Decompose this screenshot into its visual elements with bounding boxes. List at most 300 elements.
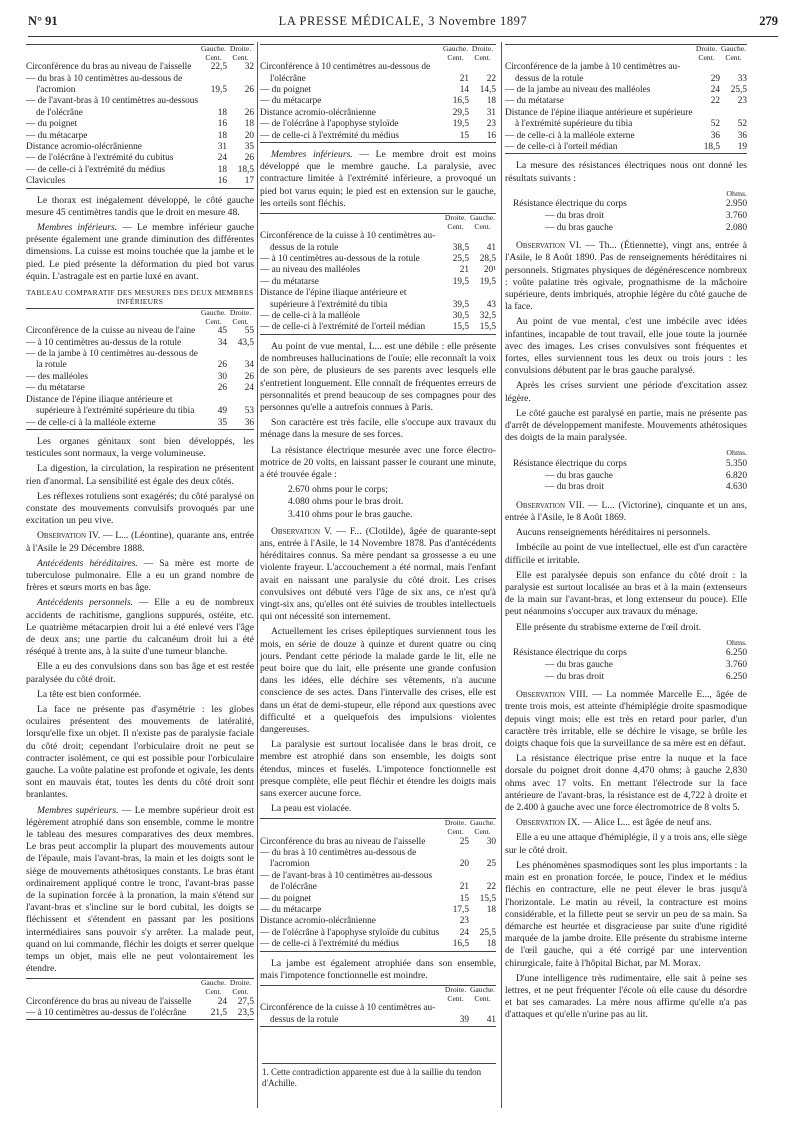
row-value: 25	[459, 836, 469, 847]
page-number-left: N° 91	[28, 14, 58, 28]
row-value: 31	[217, 142, 227, 153]
resistance-row	[505, 648, 747, 660]
table-header-blank	[260, 819, 442, 837]
observation-lead: Observation VII.	[516, 499, 585, 511]
resistance-row	[505, 211, 747, 223]
table-header-blank	[505, 45, 693, 63]
observation-lead: Observation VI.	[516, 240, 582, 252]
table-column-header: Droite. Cent.	[227, 309, 254, 327]
paragraph-text: — L... (Victorine), cinquante et un ans, entrée à l'Asile, le 8 Août 1869.	[505, 499, 747, 524]
row-value: 55	[244, 326, 254, 337]
resistance-row	[505, 660, 747, 672]
row-label: — de la jambe à 10 centimètres au-dessous de la rotule	[26, 349, 198, 371]
row-value: 18	[244, 119, 254, 130]
row-value: 16	[469, 131, 496, 143]
row-value: 15	[442, 131, 469, 143]
row-value: 25,5	[452, 254, 469, 265]
observation-heading	[505, 500, 747, 524]
row-label: — du métatarse	[260, 276, 319, 287]
resistance-value: 6.250	[725, 671, 747, 682]
table-row	[26, 1008, 254, 1020]
row-label: — du bras à 10 centimètres au-dessous de l'acromion	[26, 73, 183, 95]
row-value: 22	[486, 73, 496, 84]
table-column-header: Gauche. Cent.	[200, 978, 227, 997]
row-label: — de l'olécrâne à l'extrémité du cubitus	[26, 153, 174, 164]
table-row	[260, 96, 496, 107]
resistance-line: 3.410 ohms pour le bras gauche.	[288, 508, 413, 520]
row-value: 19,5	[452, 119, 469, 130]
table-header-blank	[26, 45, 200, 63]
table-row	[26, 372, 254, 383]
row-value: 25,5	[730, 85, 747, 95]
row-value: 29,5	[452, 107, 469, 118]
row-value: 35	[200, 418, 227, 430]
table-header-blank	[260, 45, 442, 63]
row-label: Clavicules	[26, 176, 200, 188]
table-row	[26, 131, 254, 142]
footnote: 1. Cette contradiction apparente est due à la saillie du tendon d'Achille.	[262, 1063, 496, 1089]
table-header-blank	[26, 309, 200, 327]
resistance-row	[505, 672, 747, 684]
table-row	[26, 62, 254, 73]
row-value: 49	[217, 406, 227, 417]
row-value: 25,5	[479, 927, 496, 938]
table-row	[26, 395, 254, 418]
row-value: 30,5	[452, 311, 469, 322]
row-value: 20	[244, 130, 254, 141]
header-rule	[28, 36, 778, 37]
row-value: 28,5	[479, 254, 496, 265]
paragraph-text: — Le membre droit est moins développé que le membre gauche. La paralysie, avec contracture limitée à l'extrémité inférieure, a provoqué un pied bot varus equin; le pied est en extension sur le gauche, les orteils sont fléchis.	[260, 149, 496, 209]
resistance-row	[505, 223, 747, 235]
row-value: 32	[244, 62, 254, 73]
table-column-header: Gauche. Cent.	[469, 818, 496, 836]
row-value: 15,5	[469, 322, 496, 334]
row-value: 15	[459, 893, 469, 904]
row-value: 30	[217, 371, 227, 382]
table-column-header: Gauche. Cent.	[200, 44, 227, 62]
table-header-blank	[260, 986, 442, 1004]
table-row	[260, 254, 496, 265]
resistance-label: Résistance électrique du corps	[513, 459, 627, 470]
paragraph	[260, 149, 496, 210]
paragraph: Elle présente du strabisme externe de l'œil droit.	[516, 621, 702, 633]
row-value: 27,5	[237, 996, 254, 1007]
resistance-value: 2.950	[725, 199, 747, 210]
row-label: — du métacarpe	[260, 96, 322, 107]
row-value: 34	[217, 337, 227, 348]
row-label: Circonférence de la cuisse à 10 centimètres au-dessus de la rotule	[260, 1003, 442, 1026]
row-value: 19,5	[479, 276, 496, 287]
row-value: 18	[486, 96, 496, 107]
unit-label: Ohms.	[726, 448, 747, 458]
paragraph: Elle a eu des convulsions dans son bas âge et est restée paralysée du côté droit.	[26, 661, 254, 685]
row-value: 41	[469, 1003, 496, 1026]
paragraph: La face ne présente pas d'asymétrie : les globes oculaires présentent des mouvements de latéralité, lorsqu'elle fixe un objet. Il n'existe pas de paralysie faciale du côté droit; cependant l'orbiculaire droit ne peut se contracter isolément, ce qui est possible pour l'orbiculaire gauche. La voûte palatine est profonde et ogivale, les dents sont en mauvais état, toutes les dents du côté droit sont branlantes.	[26, 703, 254, 801]
table-row	[26, 165, 254, 176]
row-label: Circonférence de la cuisse au niveau de l'aine	[26, 326, 196, 337]
row-label: — du poignet	[260, 893, 312, 904]
row-value: 26	[244, 107, 254, 118]
table-title: TABLEAU COMPARATIF DES MESURES DES DEUX MEMBRES INFÉRIEURS	[26, 288, 254, 306]
table-row	[26, 96, 254, 119]
row-value: 18	[486, 905, 496, 916]
table-row	[260, 916, 496, 927]
row-value: 52	[737, 119, 747, 130]
page-header	[28, 10, 778, 30]
table-column-header: Droite. Cent.	[469, 45, 496, 63]
resistance-value: 5.350	[725, 459, 747, 470]
table-row	[260, 85, 496, 96]
resistance-row	[505, 471, 747, 483]
paragraph: La peau est violacée.	[271, 803, 352, 815]
paragraph-text: — Elle a eu de nombreux accidents de rachitisme, ganglions suppurés, ostéite, etc. Le quatrième métacarpien droit lui a été enlevé vers l'âge de deux ans; une partie du calcanéum droit lui a été réséqué à trente ans, à la suite d'une tumeur blanche.	[26, 597, 255, 658]
row-value: 45	[217, 326, 227, 337]
paragraph-text: — Le membre supérieur droit est légèrement atrophié dans son ensemble, comme le montre le tableau des mesures comparatives des deux membres. Le bras peut accomplir la plupart des mouvements autour de l'épaule, mais l'avant-bras, la main et les doigts sont le siège de mouvements athétosiques constants. Le bras étant ordinairement appliqué contre le tronc, l'avant-bras passe de la supination forcée à la pronation, la main s'étend sur l'avant-bras et s'incline sur le bord cubital, les doigts se fléchissent et s'étendent en passant par les positions intermédiaires sans pouvoir s'y arrêter. La malade peut, quand on lui commande, fléchir les doigts et serrer quelque temps un objet, mais elle ne peut volontairement les étendre.	[26, 804, 254, 975]
paragraph: Elle a eu une attaque d'hémiplégie, il y a trois ans, elle siège sur le côté droit.	[505, 832, 747, 856]
resistance-value: 3.760	[725, 211, 747, 222]
row-value: 36	[710, 130, 720, 141]
row-value: 22	[486, 882, 496, 893]
row-value: 18	[469, 939, 496, 951]
paragraph: La résistance électrique prise entre la nuque et la face dorsale du poignet droit donne 4,470 ohms; à gauche 2,830 ohms avec 17 volts. En mettant l'électrode sur la face antérieure de l'avant-bras, la résistance est de 4,722 à droite et de 2.400 à gauche avec une force électromotrice de 8 volts 5.	[505, 753, 747, 814]
table-row	[260, 131, 496, 143]
table-row	[260, 288, 496, 311]
page-number-right: 279	[759, 14, 778, 28]
paragraph	[26, 805, 254, 976]
resistance-value: 2.080	[725, 222, 747, 233]
row-value: 21,5	[200, 1008, 227, 1020]
table-row	[26, 119, 254, 130]
paragraph: Son caractère est très facile, elle s'occupe aux travaux du ménage dans la mesure de ses forces.	[260, 417, 496, 441]
resistance-row	[505, 482, 747, 494]
row-label: — du poignet	[26, 119, 78, 130]
table-row	[26, 326, 254, 337]
row-value: 24	[217, 996, 227, 1007]
row-value: 36	[737, 130, 747, 141]
row-value: 29	[710, 73, 720, 84]
row-value: 22,5	[210, 62, 227, 73]
section-lead: Antécédents héréditaires.	[37, 557, 138, 569]
table-row	[260, 311, 496, 322]
row-value: 26	[244, 85, 254, 95]
row-value: 19,5	[210, 85, 227, 95]
row-label: — au niveau des malléoles	[260, 265, 361, 276]
row-label: — de l'olécrâne à l'apophyse styloïde du cubitus	[260, 927, 440, 938]
resistance-value: 3.760	[725, 660, 747, 671]
row-value: 31	[486, 107, 496, 118]
measurement-table	[260, 818, 496, 951]
row-value: 14	[459, 85, 469, 95]
table-row	[260, 277, 496, 288]
column-divider	[501, 42, 502, 1108]
row-value: 41	[486, 242, 496, 253]
row-value: 23	[459, 916, 469, 927]
row-label: Distance acromio-olécrânienne	[260, 916, 376, 927]
table-column-header: Droite. Cent.	[227, 45, 254, 63]
unit-label: Ohms.	[726, 637, 747, 647]
row-value: 21	[459, 882, 469, 893]
row-value: 38,5	[452, 242, 469, 253]
paragraph: Aucuns renseignements héréditaires ni personnels.	[516, 527, 711, 539]
table-column-header: Droite. Cent.	[442, 986, 469, 1004]
table-row	[260, 837, 496, 848]
table-row	[260, 939, 496, 951]
row-value: 18,5	[237, 164, 254, 175]
column-left	[26, 42, 254, 1026]
observation-heading	[505, 817, 747, 829]
row-value: 33	[737, 73, 747, 84]
row-label: Distance de l'épine iliaque antérieure et supérieure à l'extrémité du tibia	[260, 288, 407, 310]
paragraph: Actuellement les crises épileptiques surviennent tous les mois, en série de douze à quinze et durent quatre ou cinq jours. Pendant cette période la malade garde le lit, elle ne peut boire que du lait, elle présente une grande confusion dans les idées, elle déchire ses vêtements, n'a aucune conscience de ses actes. Dans l'intervalle des crises, elle est dans un état de demi-stupeur, elle répond aux questions avec difficulté et a quelquefois des impulsions violentes dangereuses.	[260, 626, 496, 735]
row-value: 23	[486, 119, 496, 130]
row-label: — à 10 centimètres au-dessus de la rotule	[26, 337, 182, 348]
table-row	[26, 74, 254, 97]
paragraph-text: — Alice L... est âgée de neuf ans.	[579, 817, 712, 829]
row-value	[469, 916, 496, 927]
measurement-table	[26, 44, 254, 189]
row-label: — des malléoles	[26, 371, 88, 382]
resistance-table	[505, 188, 747, 234]
row-label: — à 10 centimètres au-dessus de l'olécrâne	[26, 1008, 200, 1020]
resistance-label: — du bras gauche	[545, 222, 613, 233]
row-value: 26	[217, 383, 227, 394]
table-row	[26, 142, 254, 153]
paragraph: Le thorax est inégalement développé, le côté gauche mesure 45 centimètres tandis que le droit en mesure 48.	[26, 194, 254, 218]
table-row	[260, 1003, 496, 1026]
row-value: 18	[217, 107, 227, 118]
row-value: 24	[710, 85, 720, 95]
row-value: 15,5	[479, 893, 496, 904]
observation-heading	[505, 689, 747, 750]
row-value: 23	[737, 96, 747, 107]
row-label: — de l'avant-bras à 10 centimètres au-dessous de l'olécrâne	[26, 96, 199, 118]
row-value: 20	[459, 859, 469, 870]
row-value: 17	[227, 176, 254, 188]
resistance-label: Résistance électrique du corps	[513, 648, 627, 659]
row-value: 16,5	[452, 96, 469, 107]
observation-heading	[505, 240, 747, 313]
paragraph: Au point de vue mental, c'est une imbécile avec idées infantines, incapable de tout travail, elle joue toute la journée avec des images. Les crises convulsives sont fréquentes et fortes, elles surviennent tous les deux ou trois jours : les convulsions débutent par le bras gauche paralysé.	[505, 316, 747, 377]
paragraph-text: — Sa mère est morte de tuberculose pulmonaire. Elle a eu un grand nombre de frères et sœurs morts en bas âge.	[26, 557, 255, 594]
table-row	[260, 108, 496, 119]
table-row	[26, 176, 254, 188]
row-value: 20¹	[483, 265, 496, 276]
row-value: 26	[217, 360, 227, 371]
table-header-blank	[26, 979, 200, 997]
table-row	[260, 905, 496, 916]
row-value: 52	[710, 119, 720, 130]
row-value: 19,5	[452, 276, 469, 287]
section-lead: Membres inférieurs.	[271, 149, 353, 161]
row-value: 25	[486, 859, 496, 870]
paragraph: La jambe est également atrophiée dans son ensemble, mais l'impotence fonctionnelle est moindre.	[260, 957, 496, 981]
table-row	[505, 131, 747, 142]
row-value: 15,5	[442, 322, 469, 334]
paragraph	[26, 222, 254, 283]
row-label: Distance acromio-olécrânienne	[26, 142, 142, 153]
row-label: Distance de l'épine iliaque antérieure et supérieure à l'extrémité supérieure du tibia	[26, 394, 195, 417]
row-value: 39,5	[452, 299, 469, 310]
row-value: 21	[459, 265, 469, 276]
row-value: 36	[227, 418, 254, 430]
row-value: 35	[244, 142, 254, 153]
row-label: Circonférence à 10 centimètres au-dessous de l'olécrâne	[260, 62, 431, 84]
table-row	[26, 997, 254, 1008]
table-row	[260, 894, 496, 905]
row-label: — de l'avant-bras à 10 centimètres au-dessous de l'olécrâne	[260, 870, 433, 893]
table-row	[260, 928, 496, 939]
table-column-header: Gauche. Cent.	[469, 985, 496, 1003]
table-column-header: Gauche. Cent.	[200, 308, 227, 326]
table-row	[505, 96, 747, 107]
paragraph: Au point de vue mental, L... est une débile : elle présente de nombreuses hallucinations de l'ouïe; elle reconnaît la voix de son père, de plusieurs de ses parents avec lesquels elle s'entretient longuement. Elle connaît de fréquentes erreurs de personnalités et prend beaucoup de ses compagnes pour des personnes qu'elle a autrefois connues à Paris.	[260, 340, 496, 413]
paragraph: Le côté gauche est paralysé en partie, mais ne présente pas d'arrêt de développement manifeste. Mouvements athétosiques des doigts de la main paralysée.	[505, 407, 747, 444]
row-value: 24	[217, 153, 227, 164]
row-label: Circonférence de la jambe à 10 centimètres au-dessus de la rotule	[505, 62, 681, 84]
row-label: — de celle-ci à l'orteil médian	[505, 142, 693, 154]
resistance-label: Résistance électrique du corps	[513, 199, 627, 210]
row-value: 43,5	[237, 337, 254, 348]
table-column-header: Droite. Cent.	[442, 214, 469, 232]
resistance-label: — du bras gauche	[545, 660, 613, 671]
row-value: 34	[244, 360, 254, 371]
row-label: Circonférence du bras au niveau de l'aisselle	[26, 62, 192, 73]
resistance-label: — du bras droit	[545, 211, 605, 222]
row-label: — à 10 centimètres au-dessous de la rotule	[260, 254, 420, 265]
row-value: 53	[244, 406, 254, 417]
measurement-table	[26, 308, 254, 430]
row-label: Distance de l'épine iliaque antérieure et supérieure à l'extrémité supérieure du tibia	[505, 107, 693, 130]
paragraph-text: — F... (Clotilde), âgée de quarante-sept ans, entrée à l'Asile, le 14 Novembre 1878. Pas d'antécédents héréditaires connus. Sa mère pendant sa grossesse a eu une violente frayeur. L'accouchement a été normal, mais l'enfant avait en naissant une paralysie du côté droit. Les crises convulsives ont débuté vers l'âge de six ans, ce n'est qu'à vingt-six ans, qu'elles ont été suivies de troubles intellectuels qui ont nécessité son internement.	[260, 525, 497, 623]
resistance-value: 6.820	[725, 470, 747, 481]
row-value: 18,5	[693, 142, 720, 154]
section-lead: Antécédents personnels.	[37, 597, 134, 609]
resistance-table	[505, 447, 747, 493]
table-row	[505, 85, 747, 96]
row-label: — de celle-ci à la malléole externe	[505, 130, 635, 141]
observation-lead: Observation VIII.	[516, 689, 589, 701]
table-row	[26, 383, 254, 394]
resistance-value: 6.250	[725, 648, 747, 659]
row-value: 16	[217, 119, 227, 130]
row-label: — de celle-ci à l'extrémité du médius	[26, 164, 166, 175]
paragraph-text: — La nommée Marcelle E..., âgée de trente trois mois, est atteinte d'hémiplégie droite spasmodique depuis vingt mois; elle est très en retard pour parler, d'un caractère très irritable, elle se déchire le visage, se brûle les doigts chaque fois que la surveillance de sa mère est en défaut.	[505, 689, 747, 750]
row-label: Circonférence du bras au niveau de l'aisselle	[26, 996, 192, 1007]
table-row	[260, 231, 496, 254]
journal-title: LA PRESSE MÉDICALE, 3 Novembre 1897	[278, 14, 528, 28]
paragraph: La résistance électrique mesurée avec une force électro-motrice de 20 volts, en laissant passer le courant une minute, a été trouvée égale :	[260, 444, 496, 480]
paragraph: Les organes génitaux sont bien développés, les testicules sont normaux, la verge volumineuse.	[26, 435, 254, 460]
row-label: — de celle-ci à la malléole externe	[26, 418, 200, 430]
row-label: — du métatarse	[26, 383, 85, 394]
paragraph	[26, 558, 254, 595]
table-column-header: Droite. Cent.	[227, 979, 254, 997]
table-column-header: Gauche. Cent.	[469, 213, 496, 231]
resistance-row	[505, 459, 747, 471]
resistance-list	[260, 484, 496, 521]
table-row	[505, 62, 747, 85]
measurement-table	[260, 213, 496, 335]
row-label: — du métacarpe	[26, 130, 88, 141]
paragraph: Les réflexes rotuliens sont exagérés; du côté paralysé on constate des mouvements convulsifs provoqués par une excitation un peu vive.	[26, 490, 254, 527]
row-label: Circonférence de la cuisse à 10 centimètres au-dessus de la rotule	[260, 231, 436, 253]
row-label: Distance acromio-olécrânienne	[260, 107, 376, 118]
paragraph: Elle est paralysée depuis son enfance du côté droit : la paralysie est surtout localisée au bras et à la main (extenseurs de la main sur l'avant-bras, et long extenseur du pouce). Elle peut néanmoins s'occuper aux travaux du ménage.	[505, 569, 747, 618]
row-label: — de celle-ci à l'extrémité du médius	[260, 131, 442, 143]
table-row	[505, 142, 747, 154]
row-label: — du poignet	[260, 85, 312, 95]
row-label: — du métacarpe	[260, 905, 322, 916]
table-row	[26, 349, 254, 372]
resistance-table	[505, 637, 747, 683]
paragraph: Les phénomènes spasmodiques sont les plus importants : la main est en pronation forcée, le pouce, l'index et le médius fléchis en contracture, elle ne peut élever le bras jusqu'à l'horizontale. Le matin au réveil, la contracture est moins considérable, et la fillette peut se servir un peu de sa main. Sa démarche est heurtée et disgracieuse par suite d'une rigidité marquée de la jambe droite. Elle présente du strabisme interne de l'œil gauche, qui a été corrigé par une intervention chirurgicale, faite à l'hôpital Bichat, par M. Morax.	[505, 859, 747, 969]
table-header-blank	[260, 214, 442, 232]
observation-heading	[260, 526, 496, 624]
row-value: 26	[244, 153, 254, 164]
paragraph: La mesure des résistances électriques nous ont donné les résultats suivants :	[505, 160, 747, 184]
paragraph	[26, 597, 254, 658]
row-label: — de celle-ci à l'extrémité de l'orteil médian	[260, 322, 442, 334]
table-row	[260, 322, 496, 334]
paragraph-text: — Th... (Étiennette), vingt ans, entrée à l'Asile, le 8 Août 1890. Pas de renseignements héréditaires ni personnels. Stigmates physiques de dégénérescence nombreux : voûte palatine très ogivale, prognathisme de la mâchoire supérieure, dents imbriqués, atrophie légère du côté gauche de la face.	[505, 240, 747, 313]
paragraph: La paralysie est surtout localisée dans le bras droit, ce membre est atrophié dans son ensemble, les doigts sont étendus, minces et fuselés. L'impotence fonctionnelle est presque complète, elle peut fléchir et étendre les doigts mais sans exercer aucune force.	[260, 739, 496, 799]
row-value: 19	[720, 142, 747, 154]
column-divider	[257, 42, 258, 1108]
row-value: 43	[486, 299, 496, 310]
measurement-table	[260, 985, 496, 1027]
observation-lead: Observation V.	[271, 525, 333, 537]
table-row	[260, 265, 496, 276]
row-value: 24	[459, 927, 469, 938]
row-value: 30	[486, 836, 496, 847]
resistance-line: 2.670 ohms pour le corps;	[288, 484, 388, 496]
paragraph: Imbécile au point de vue intellectuel, elle est d'un caractère difficile et irritable.	[505, 542, 747, 566]
row-value: 18	[217, 130, 227, 141]
resistance-label: — du bras droit	[545, 671, 605, 682]
table-row	[26, 153, 254, 164]
table-row	[260, 848, 496, 871]
resistance-label: — du bras droit	[545, 482, 605, 493]
section-lead: Membres supérieurs.	[37, 804, 119, 816]
section-lead: Membres inférieurs.	[37, 222, 118, 234]
row-value: 39	[442, 1003, 469, 1026]
paragraph-text: — L... (Léontine), quarante ans, entrée à l'Asile le 29 Décembre 1888.	[26, 530, 254, 554]
row-label: — de la jambe au niveau des malléoles	[505, 85, 651, 95]
table-row	[260, 871, 496, 894]
row-value: 21	[459, 73, 469, 84]
row-label: — de celle-ci à l'extrémité du médius	[260, 939, 442, 951]
table-column-header: Droite. Cent.	[442, 819, 469, 837]
row-label: Circonférence du bras au niveau de l'aisselle	[260, 836, 426, 847]
observation-lead: Observation IX.	[516, 817, 580, 829]
paragraph: D'une intelligence très rudimentaire, elle sait à peine ses lettres, et ne peut fréquenter l'école où elle cause du désordre et bat ses camarades. La mère nous affirme qu'elle n'a pas d'attaques et qu'elle n'urine pas au lit.	[505, 972, 747, 1021]
table-row	[260, 62, 496, 85]
measurement-table	[260, 44, 496, 143]
column-middle	[260, 42, 496, 1033]
resistance-value: 4.630	[725, 482, 747, 493]
row-value: 24	[244, 383, 254, 394]
measurement-table	[505, 44, 747, 154]
row-value: 32,5	[479, 311, 496, 322]
paragraph-text: — Le membre inférieur gauche présente également une grande diminution des différentes dimensions. La cuisse est moins touchée que la jambe et le pied. Le pied présente la déformation du pied bot varus équin. L'astragale est en partie luxé en avant.	[26, 222, 254, 282]
row-label: — du bras à 10 centimètres au-dessous de l'acromion	[260, 848, 417, 870]
resistance-label: — du bras gauche	[545, 470, 613, 481]
table-column-header: Gauche. Cent.	[442, 44, 469, 62]
row-value: 18	[217, 164, 227, 175]
table-row	[26, 418, 254, 430]
table-row	[260, 119, 496, 130]
